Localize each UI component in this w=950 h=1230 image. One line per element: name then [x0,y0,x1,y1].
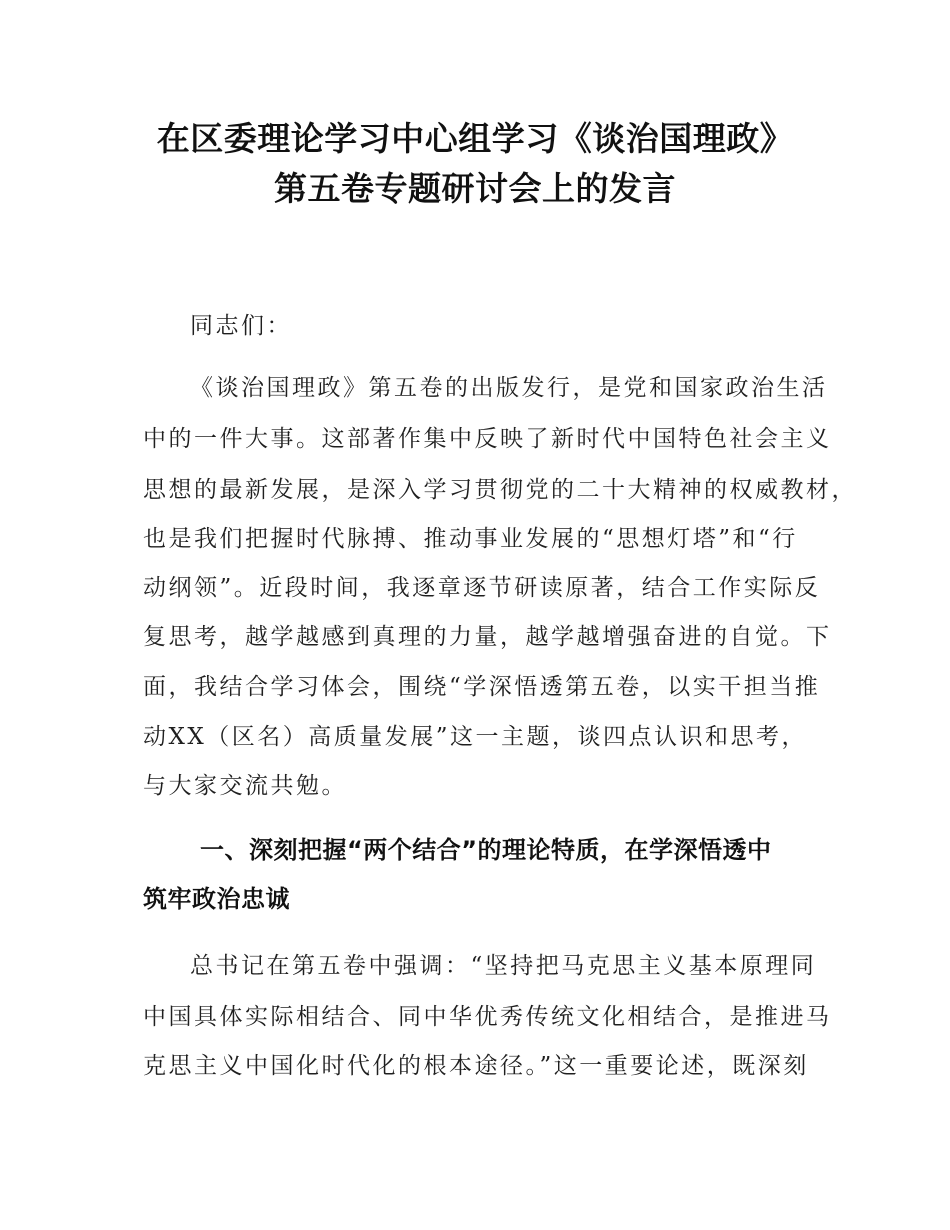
paragraph-1-line-4: 也是我们把握时代脉搏、推动事业发展的“思想灯塔”和“行 [143,526,798,552]
paragraph-1-line-7: 面，我结合学习体会，围绕“学深悟透第五卷，以实干担当推 [143,674,821,700]
document-title-line-2: 第五卷专题研讨会上的发言 [274,169,676,208]
paragraph-2-line-2: 中国具体实际相结合、同中华优秀传统文化相结合，是推进马 [143,1004,832,1030]
paragraph-2-line-1: 总书记在第五卷中强调：“坚持把马克思主义基本原理同 [190,953,817,979]
paragraph-1-line-8: 动XX（区名）高质量发展”这一主题，谈四点认识和思考， [143,724,808,750]
paragraph-2-line-3: 克思主义中国化时代化的根本途径。”这一重要论述，既深刻 [143,1053,809,1079]
paragraph-1-line-3: 思想的最新发展，是深入学习贯彻党的二十大精神的权威教材， [143,477,857,503]
section-1-heading-line-2: 筑牢政治忠诚 [143,885,290,913]
paragraph-1-line-9: 与大家交流共勉。 [143,773,347,799]
paragraph-1-line-5: 动纲领”。近段时间，我逐章逐节研读原著，结合工作实际反 [143,575,821,601]
section-1-heading-line-1: 一、深刻把握“两个结合”的理论特质，在学深悟透中 [200,836,772,864]
document-title-line-1: 在区委理论学习中心组学习《谈治国理政》 [156,119,794,158]
salutation: 同志们： [190,313,292,339]
paragraph-1-line-2: 中的一件大事。这部著作集中反映了新时代中国特色社会主义 [143,426,832,452]
paragraph-1-line-1: 《谈治国理政》第五卷的出版发行，是党和国家政治生活 [190,375,828,401]
paragraph-1-line-6: 复思考，越学越感到真理的力量，越学越增强奋进的自觉。下 [143,624,832,650]
